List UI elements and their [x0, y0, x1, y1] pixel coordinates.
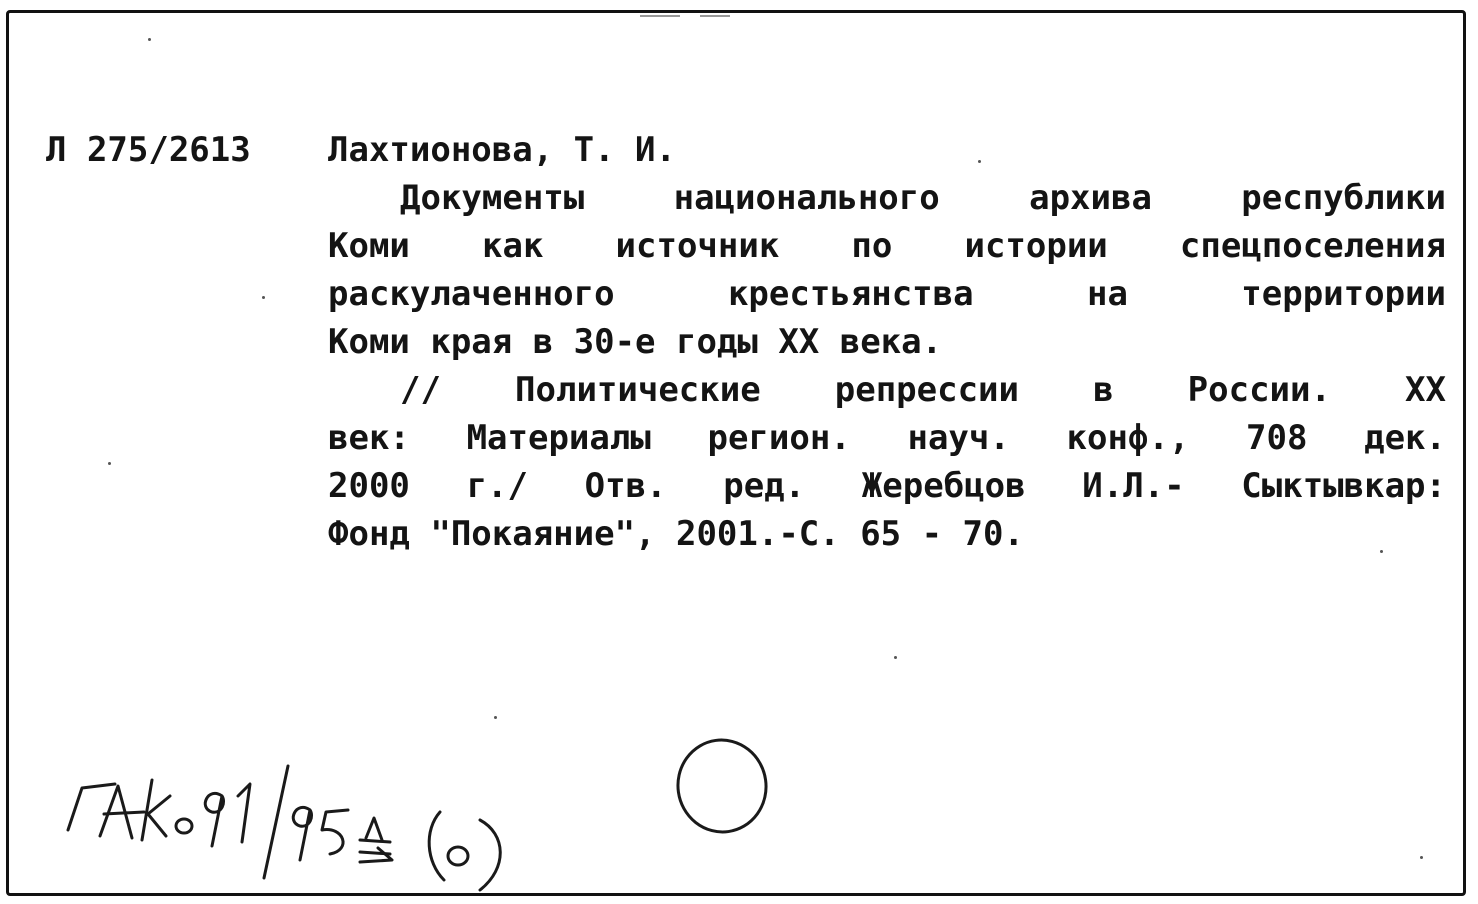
source-line: век: Материалы регион. науч. конф., 708 дек.	[328, 418, 1446, 458]
scan-speck	[108, 462, 111, 465]
top-edge-mark	[640, 14, 730, 18]
title-line: Документы национального архива республики	[400, 178, 1446, 218]
author-name: Лахтионова, Т. И.	[328, 130, 676, 170]
scan-speck	[494, 716, 497, 719]
handwritten-archive-note	[60, 730, 800, 900]
shelfmark: Л 275/2613	[46, 130, 251, 170]
source-line: Фонд "Покаяние", 2001.-С. 65 - 70.	[328, 514, 1024, 554]
source-line: // Политические репрессии в России. XX	[400, 370, 1446, 410]
scan-speck	[262, 296, 265, 299]
source-line: 2000 г./ Отв. ред. Жеребцов И.Л.- Сыктывкар:	[328, 466, 1446, 506]
scan-speck	[978, 160, 981, 163]
scan-speck	[148, 38, 151, 41]
scan-speck	[894, 656, 897, 659]
title-line: Коми как источник по истории спецпоселения	[328, 226, 1446, 266]
title-line: Коми края в 30-е годы XX века.	[328, 322, 943, 362]
scan-speck	[1420, 856, 1423, 859]
title-line: раскулаченного крестьянства на территории	[328, 274, 1446, 314]
scan-speck	[1380, 550, 1383, 553]
